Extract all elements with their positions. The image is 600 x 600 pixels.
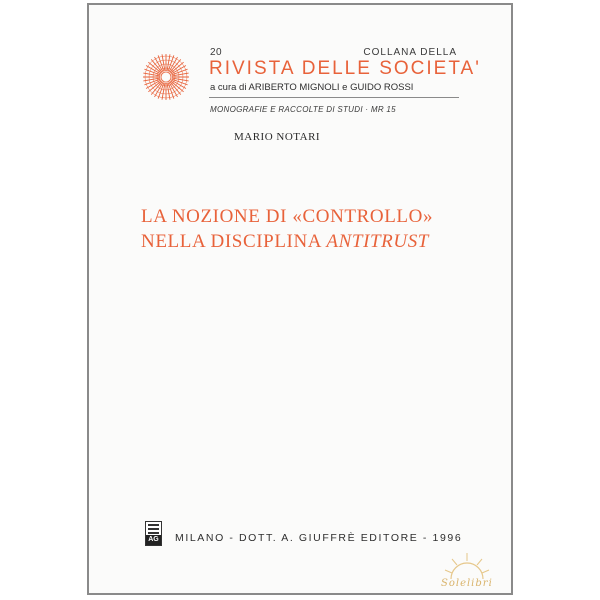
logo-stripe <box>148 532 159 534</box>
divider <box>209 97 459 98</box>
collana-label: COLLANA DELLA <box>363 47 457 58</box>
title-line-2-prefix: NELLA DISCIPLINA <box>141 231 327 252</box>
publisher-mark: AG <box>146 535 161 545</box>
book-title <box>141 204 491 254</box>
author-name: MARIO NOTARI <box>234 131 321 143</box>
logo-stripe <box>148 528 159 530</box>
watermark-sun-icon <box>437 545 497 581</box>
watermark-text: Solelibri <box>441 578 493 589</box>
logo-stripe <box>148 524 159 526</box>
publisher-imprint: MILANO - DOTT. A. GIUFFRÈ EDITORE - 1996 <box>175 532 463 544</box>
solelibri-sun-watermark-icon <box>437 545 497 595</box>
series-subtitle: MONOGRAFIE E RACCOLTE DI STUDI · MR 15 <box>210 105 396 114</box>
editors-line: a cura di ARIBERTO MIGNOLI e GUIDO ROSSI <box>210 82 414 93</box>
title-line-2-italic: ANTITRUST <box>326 231 429 252</box>
sunburst-logo-icon <box>141 52 191 102</box>
journal-title: RIVISTA DELLE SOCIETA' <box>209 58 481 79</box>
title-line-2 <box>141 229 491 254</box>
series-number: 20 <box>210 47 223 58</box>
title-line-1: LA NOZIONE DI «CONTROLLO» <box>141 206 434 227</box>
giuffre-ag-logo-icon <box>145 521 162 546</box>
book-cover <box>87 3 513 595</box>
